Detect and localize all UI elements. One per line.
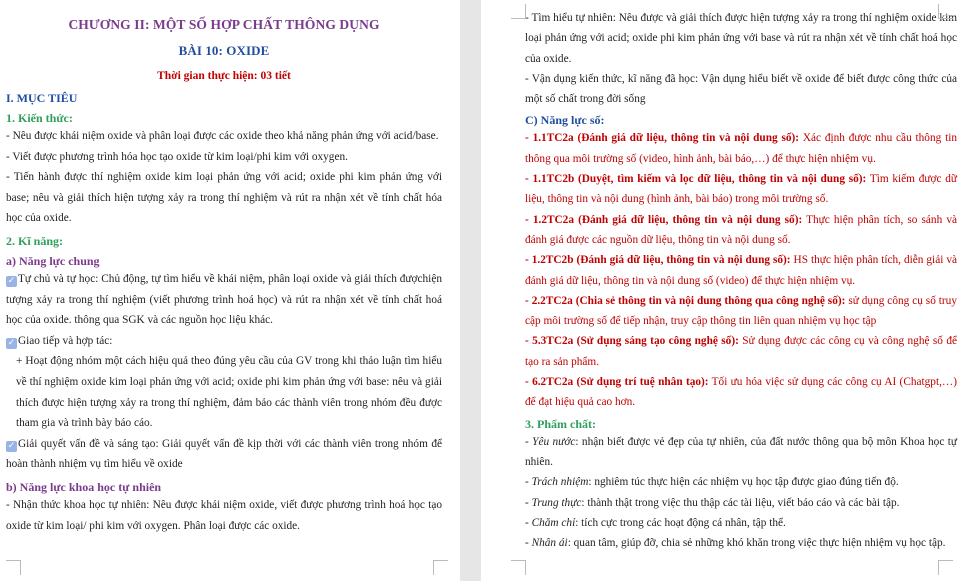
section-objectives-heading: I. MỤC TIÊU	[6, 91, 78, 105]
check-icon: ✓	[7, 337, 16, 348]
explore-paragraph: - Tìm hiểu tự nhiên: Nêu được và giải thích được hiện tượng xảy ra trong thí nghiệm oxide kim loại phản ứng với acid; oxide phi kim phản ứng với base và rút ra nhận xét về tính chất hoá học của oxide.	[525, 12, 957, 65]
knowledge-item: - Nêu được khái niệm oxide và phân loại được các oxide theo khả năng phản ứng với acid/base.	[6, 130, 439, 142]
page-corner-mark	[938, 560, 953, 575]
check-icon: ✓	[7, 440, 16, 451]
science-item: - Nhận thức khoa học tự nhiên: Nêu được khái niệm oxide, viết được phương trình hoá học tạo oxide từ kim loại/ phi kim với oxygen. Phân loại được các oxide.	[6, 498, 442, 532]
knowledge-heading: 1. Kiến thức:	[6, 111, 73, 125]
digital-item: - 5.3TC2a (Sử dụng sáng tạo công nghệ số): Sử dụng được các công cụ và công nghệ số để tạo ra sản phẩm.	[525, 335, 958, 368]
page-corner-mark	[511, 4, 526, 19]
chapter-title: CHƯƠNG II: MỘT SỐ HỢP CHẤT THÔNG DỤNG	[68, 17, 380, 32]
communication-paragraph: ✓ Giao tiếp và hợp tác:	[7, 334, 113, 348]
quality-item: - Chăm chỉ: tích cực trong các hoạt động cá nhân, tập thể.	[525, 516, 786, 529]
qualities-heading: 3. Phẩm chất:	[525, 416, 596, 431]
page-corner-mark	[433, 560, 448, 575]
quality-item: - Trách nhiệm: nghiêm túc thực hiện các nhiệm vụ học tập được giao đúng tiến độ.	[525, 476, 899, 489]
knowledge-item: - Viết được phương trình hóa học tạo oxide từ kim loại/phi kim với oxygen.	[6, 150, 348, 163]
digital-item: - 1.2TC2a (Đánh giá dữ liệu, thông tin và nội dung số): Thực hiện phân tích, so sánh và đánh giá được các nguồn dữ liệu, thông tin và nội dung số.	[525, 213, 957, 246]
teamwork-paragraph: + Hoạt động nhóm một cách hiệu quả theo đúng yêu cầu của GV trong khi thảo luận tìm hiểu về thí nghiệm oxide kim loại phản ứng với acid; oxide phi kim phản ứng với base: nêu và giải thích được hiện tượng xảy ra trong thí nghiệm, đảm bảo các thành viên trong nhóm đều được tham gia và trình bày báo cáo.	[16, 355, 442, 430]
page-corner-mark	[511, 560, 526, 575]
digital-item: - 1.1TC2b (Duyệt, tìm kiếm và lọc dữ liệu, thông tin và nội dung số): Tìm kiếm được dữ liệu, thông tin và nội dung (hình ảnh, bài báo) trong môi trường số.	[525, 173, 957, 206]
document-page-right	[481, 0, 965, 581]
page-corner-mark	[938, 4, 953, 19]
check-icon: ✓	[7, 275, 16, 286]
skills-heading: 2. Kĩ năng:	[6, 233, 64, 248]
digital-competence-heading: C) Năng lực số:	[525, 113, 605, 128]
apply-paragraph: - Vận dụng kiến thức, kĩ năng đã học: Vận dụng hiểu biết về oxide để biết được công thức của một số chất trong đời sống	[525, 72, 957, 106]
self-study-paragraph: ✓ Tự chủ và tự học: Chủ động, tự tìm hiểu về khái niệm, phân loại oxide và giải thích đượchiện tượng xảy ra trong thí nghiệm (viết phương trình hoá học) và rút ra nhận xét về tính chất hoá học của oxide. thông qua SGK và các nguồn học liệu khác.	[6, 272, 442, 327]
page-corner-mark	[6, 560, 21, 575]
digital-item: - 2.2TC2a (Chia sẻ thông tin và nội dung thông qua công nghệ số): sử dụng công cụ số truy cập môi trường số để tiếp nhận, truy cập thông tin liên quan nhiệm vụ học tập	[525, 294, 957, 328]
quality-item: - Nhân ái: quan tâm, giúp đỡ, chia sẻ những khó khăn trong việc thực hiện nhiệm vụ học tập.	[525, 537, 946, 550]
document-page-left	[0, 0, 460, 581]
general-competence-heading: a) Năng lực chung	[6, 253, 100, 268]
quality-item: - Trung thực: thành thật trong việc thu thập các tài liệu, viết báo cáo và các bài tập.	[525, 496, 900, 509]
digital-item: - 6.2TC2a (Sử dụng trí tuệ nhân tạo): Tối ưu hóa việc sử dụng các công cụ AI (Chatgpt,…) để đạt hiệu quả cao hơn.	[525, 376, 957, 409]
digital-item: - 1.1TC2a (Đánh giá dữ liệu, thông tin và nội dung số): Xác định được nhu cầu thông tin thông qua môi trường số (video, hình ảnh, bài báo,…) để thực hiện nhiệm vụ.	[525, 132, 957, 165]
time-label: Thời gian thực hiện: 03 tiết	[157, 70, 291, 82]
science-competence-heading: b) Năng lực khoa học tự nhiên	[6, 479, 162, 494]
problem-solving-paragraph: ✓ Giải quyết vấn đề và sáng tạo: Giải quyết vấn đề kịp thời với các thành viên trong nhóm để hoàn thành nhiệm vụ tìm hiểu về oxide	[6, 437, 442, 471]
lesson-title: BÀI 10: OXIDE	[178, 43, 270, 58]
digital-item: - 1.2TC2b (Đánh giá dữ liệu, thông tin và nội dung số): HS thực hiện phân tích, diễn giải và đánh giá dữ liệu, thông tin và nội dung số (video) để thực hiện nhiệm vụ.	[525, 254, 957, 287]
knowledge-item: - Tiến hành được thí nghiệm oxide kim loại phản ứng với acid; oxide phi kim phản ứng với base; nêu và giải thích hiện tượng xảy ra trong thí nghiệm và rút ra nhận xét về tính chất hóa học của oxide.	[6, 171, 442, 225]
quality-item: - Yêu nước: nhận biết được vẻ đẹp của tự nhiên, của đất nước thông qua bộ môn Khoa học tự nhiên.	[525, 435, 957, 468]
